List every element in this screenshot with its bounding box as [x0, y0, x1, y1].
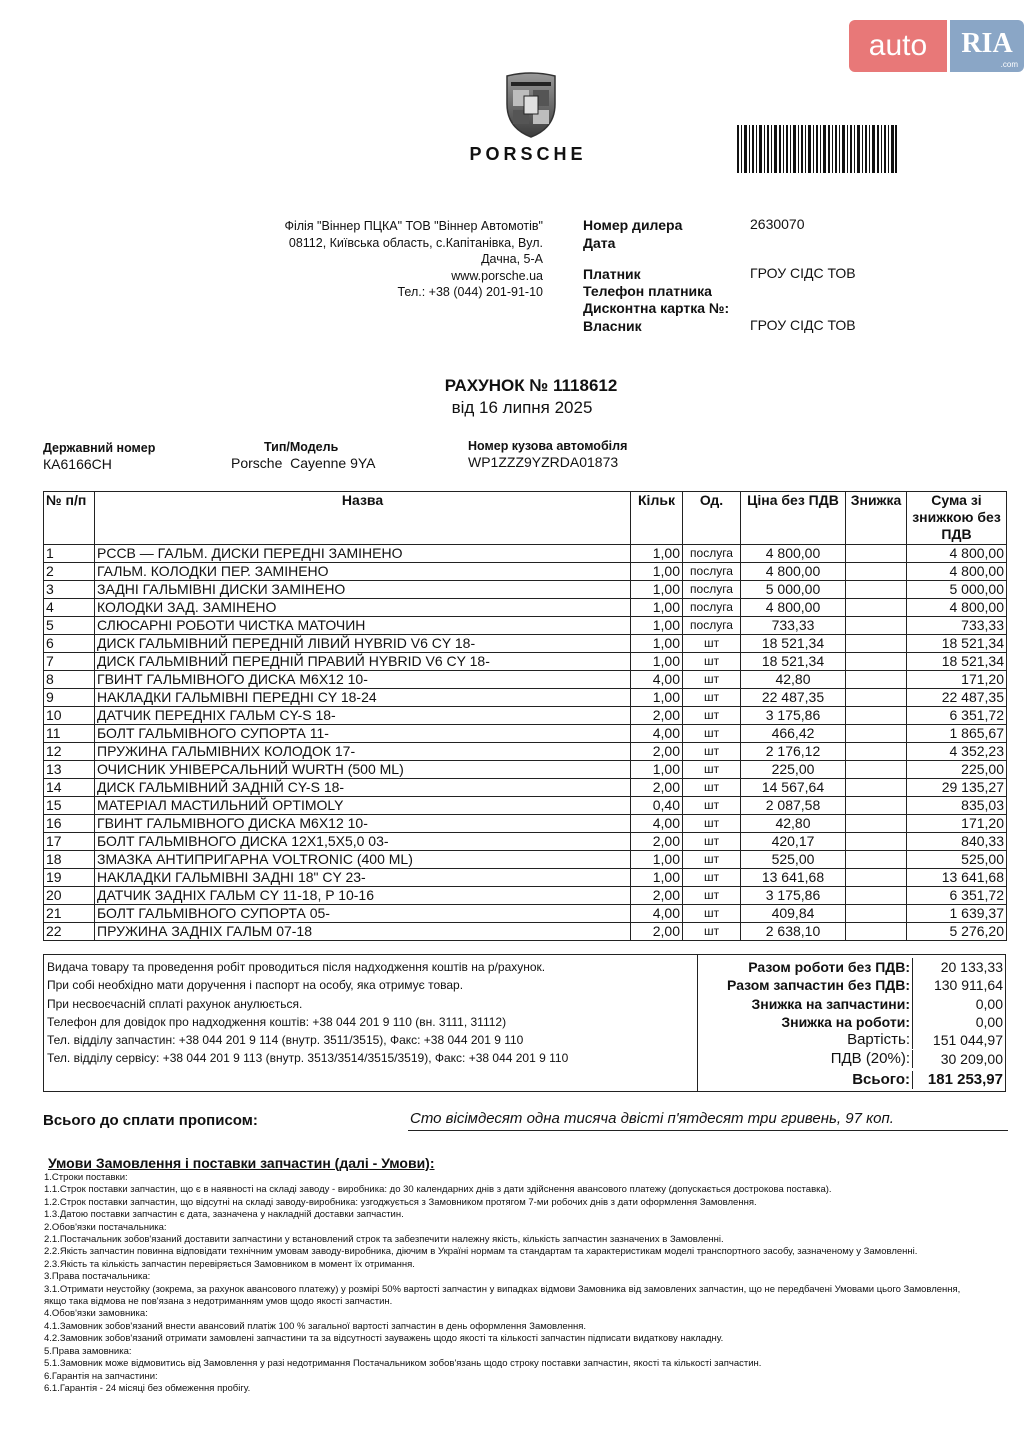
porsche-logo-text: PORSCHE — [469, 144, 587, 164]
row-name: НАКЛАДКИ ГАЛЬМІВНІ ПЕРЕДНІ CY 18-24 — [95, 689, 631, 707]
row-qty: 4,00 — [631, 725, 683, 743]
invoice-title: РАХУНОК № 1118612 — [444, 376, 618, 395]
row-qty: 1,00 — [631, 563, 683, 581]
row-name: ЗАДНІ ГАЛЬМІВНІ ДИСКИ ЗАМІНЕНО — [95, 581, 631, 599]
table-row — [44, 887, 1007, 905]
row-qty: 1,00 — [631, 599, 683, 617]
note-line: При несвоєчасній сплаті рахунок анулюється. — [47, 996, 303, 1011]
total-label: Знижка на запчастини: — [751, 995, 910, 1012]
row-discount — [846, 923, 907, 941]
terms-line: 1.1.Строк поставки запчастин, що є в наявності на складі заводу - виробника: до 30 календарних днів з дати здійснення авансового платежу (допускається дострокова поставка). — [44, 1184, 832, 1196]
row-discount — [846, 779, 907, 797]
row-unit: шт — [683, 653, 741, 671]
note-line: Тел. відділу запчастин: +38 044 201 9 114 (внутр. 3511/3515), Факс: +38 044 201 9 110 — [47, 1033, 524, 1048]
table-row — [44, 635, 1007, 653]
terms-text — [44, 1172, 984, 1395]
row-qty: 4,00 — [631, 815, 683, 833]
row-qty: 1,00 — [631, 653, 683, 671]
row-unit: послуга — [683, 581, 741, 599]
col-header-num: № п/п — [44, 492, 95, 545]
row-discount — [846, 887, 907, 905]
note-line: При собі необхідно мати доручення і паспорт на особу, яка отримує товар. — [47, 978, 464, 993]
row-discount — [846, 599, 907, 617]
row-price: 5 000,00 — [741, 581, 846, 599]
owner: ГРОУ СІДС ТОВ — [750, 317, 856, 333]
row-qty: 2,00 — [631, 833, 683, 851]
row-price: 3 175,86 — [741, 707, 846, 725]
row-discount — [846, 851, 907, 869]
owner-label: Власник — [583, 318, 642, 334]
payer-phone-label: Телефон платника — [583, 283, 712, 299]
row-discount — [846, 707, 907, 725]
row-name: ГВИНТ ГАЛЬМІВНОГО ДИСКА M6X12 10- — [95, 671, 631, 689]
row-unit: шт — [683, 923, 741, 941]
row-num: 16 — [44, 815, 95, 833]
total-label: Разом запчастин без ПДВ: — [727, 977, 910, 994]
row-price: 18 521,34 — [741, 635, 846, 653]
row-discount — [846, 869, 907, 887]
table-row — [44, 833, 1007, 851]
table-row — [44, 689, 1007, 707]
row-sum: 29 135,27 — [907, 779, 1007, 797]
porsche-crest-icon — [503, 70, 559, 138]
row-name: ДИСК ГАЛЬМІВНИЙ ЗАДНІЙ CY-S 18- — [95, 779, 631, 797]
terms-line: 5.1.Замовник може відмовитись від Замовлення у разі недотримання Постачальником зобов'язань щодо строку поставки запчастин, якості та кількості запчастин. — [44, 1358, 762, 1370]
col-header-sum: Сума зі знижкою без ПДВ — [907, 492, 1007, 545]
row-price: 3 175,86 — [741, 887, 846, 905]
terms-line: 4.Обов'язки замовника: — [44, 1308, 148, 1320]
row-sum: 225,00 — [907, 761, 1007, 779]
total-value: 181 253,97 — [912, 1071, 1005, 1089]
row-name: КОЛОДКИ ЗАД. ЗАМІНЕНО — [95, 599, 631, 617]
row-sum: 6 351,72 — [907, 707, 1007, 725]
row-name: PCCB — ГАЛЬМ. ДИСКИ ПЕРЕДНІ ЗАМІНЕНО — [95, 545, 631, 563]
table-row — [44, 725, 1007, 743]
row-discount — [846, 797, 907, 815]
row-name: БОЛТ ГАЛЬМІВНОГО СУПОРТА 05- — [95, 905, 631, 923]
table-row — [44, 761, 1007, 779]
dealer-line: 08112, Київська область, с.Капітанівка, Вул. — [288, 235, 543, 250]
row-unit: послуга — [683, 545, 741, 563]
col-header-name: Назва — [95, 492, 631, 545]
row-price: 42,80 — [741, 815, 846, 833]
row-sum: 171,20 — [907, 815, 1007, 833]
table-row — [44, 599, 1007, 617]
row-name: ОЧИСНИК УНІВЕРСАЛЬНИЙ WURTH (500 ML) — [95, 761, 631, 779]
total-row — [698, 995, 1005, 1013]
date-label: Дата — [583, 235, 616, 251]
table-header-row — [44, 492, 1007, 545]
terms-line: 3.1.Отримати неустойку (зокрема, за рахунок авансового платежу) у розмірі 50% вартості запчастин у випадках відмови Замовника від замовлених запчастин, що не передбачені Умовами цього Замовлення, якщо така відмова не пов'язана з недотриманням умов щодо якості запчастин. — [44, 1283, 961, 1308]
row-num: 18 — [44, 851, 95, 869]
row-price: 225,00 — [741, 761, 846, 779]
table-row — [44, 851, 1007, 869]
total-label: Вартість: — [847, 1031, 910, 1049]
total-row — [698, 1013, 1005, 1031]
row-qty: 1,00 — [631, 689, 683, 707]
row-sum: 18 521,34 — [907, 653, 1007, 671]
row-num: 3 — [44, 581, 95, 599]
row-sum: 835,03 — [907, 797, 1007, 815]
row-unit: шт — [683, 689, 741, 707]
terms-line: 2.3.Якість та кількість запчастин перевіряється Замовником в момент їх отримання. — [44, 1258, 415, 1270]
row-price: 4 800,00 — [741, 545, 846, 563]
row-price: 420,17 — [741, 833, 846, 851]
row-qty: 1,00 — [631, 617, 683, 635]
row-name: ДИСК ГАЛЬМІВНИЙ ПЕРЕДНІЙ ЛІВИЙ HYBRID V6 CY 18- — [95, 635, 631, 653]
plate-label: Державний номер — [43, 441, 156, 455]
row-qty: 2,00 — [631, 887, 683, 905]
row-discount — [846, 833, 907, 851]
row-num: 8 — [44, 671, 95, 689]
row-num: 19 — [44, 869, 95, 887]
row-unit: послуга — [683, 599, 741, 617]
col-header-price: Ціна без ПДВ — [741, 492, 846, 545]
row-price: 18 521,34 — [741, 653, 846, 671]
row-num: 21 — [44, 905, 95, 923]
row-discount — [846, 905, 907, 923]
row-sum: 525,00 — [907, 851, 1007, 869]
row-unit: шт — [683, 833, 741, 851]
row-sum: 4 800,00 — [907, 545, 1007, 563]
total-row — [698, 958, 1005, 976]
invoice-date: від 16 липня 2025 — [451, 398, 593, 417]
col-header-discount: Знижка — [846, 492, 907, 545]
row-sum: 13 641,68 — [907, 869, 1007, 887]
terms-line: 6.1.Гарантія - 24 місяці без обмеження пробігу. — [44, 1382, 251, 1394]
dealer-number: 2630070 — [750, 216, 805, 232]
dealer-number-label: Номер дилера — [583, 217, 683, 233]
vin-label: Номер кузова автомобіля — [468, 439, 628, 453]
total-label: Знижка на роботи: — [781, 1013, 910, 1030]
row-sum: 171,20 — [907, 671, 1007, 689]
watermark-ria-text: RIA — [961, 28, 1013, 59]
row-name: ПРУЖИНА ГАЛЬМІВНИХ КОЛОДОК 17- — [95, 743, 631, 761]
row-price: 409,84 — [741, 905, 846, 923]
row-qty: 1,00 — [631, 761, 683, 779]
row-price: 4 800,00 — [741, 599, 846, 617]
row-price: 14 567,64 — [741, 779, 846, 797]
row-unit: шт — [683, 707, 741, 725]
row-name: МАТЕРІАЛ МАСТИЛЬНИЙ OPTIMOLY — [95, 797, 631, 815]
dealer-line: Дачна, 5-А — [481, 252, 543, 266]
total-row — [698, 1071, 1005, 1089]
row-unit: шт — [683, 869, 741, 887]
watermark-suffix: .com — [1000, 60, 1018, 69]
note-line: Телефон для довідок про надходження коштів: +38 044 201 9 110 (вн. 3111, 31112) — [47, 1014, 507, 1029]
row-sum: 5 276,20 — [907, 923, 1007, 941]
row-sum: 1 865,67 — [907, 725, 1007, 743]
row-sum: 4 800,00 — [907, 599, 1007, 617]
row-qty: 2,00 — [631, 923, 683, 941]
footer-box — [43, 954, 1006, 1092]
terms-line: 2.Обов'язки постачальника: — [44, 1221, 167, 1233]
table-row — [44, 743, 1007, 761]
row-qty: 4,00 — [631, 671, 683, 689]
table-row — [44, 905, 1007, 923]
row-sum: 18 521,34 — [907, 635, 1007, 653]
row-discount — [846, 653, 907, 671]
row-num: 22 — [44, 923, 95, 941]
row-num: 9 — [44, 689, 95, 707]
row-name: ПРУЖИНА ЗАДНІХ ГАЛЬМ 07-18 — [95, 923, 631, 941]
row-discount — [846, 671, 907, 689]
row-sum: 1 639,37 — [907, 905, 1007, 923]
table-row — [44, 671, 1007, 689]
barcode-icon — [737, 125, 897, 173]
row-unit: шт — [683, 905, 741, 923]
row-num: 14 — [44, 779, 95, 797]
row-qty: 2,00 — [631, 707, 683, 725]
row-sum: 840,33 — [907, 833, 1007, 851]
row-name: ГАЛЬМ. КОЛОДКИ ПЕР. ЗАМІНЕНО — [95, 563, 631, 581]
terms-line: 5.Права замовника: — [44, 1345, 132, 1357]
row-name: ДАТЧИК ЗАДНІХ ГАЛЬМ CY 11-18, P 10-16 — [95, 887, 631, 905]
row-name: НАКЛАДКИ ГАЛЬМІВНІ ЗАДНІ 18" CY 23- — [95, 869, 631, 887]
row-qty: 4,00 — [631, 905, 683, 923]
row-name: ДАТЧИК ПЕРЕДНІХ ГАЛЬМ CY-S 18- — [95, 707, 631, 725]
row-unit: шт — [683, 761, 741, 779]
table-row — [44, 707, 1007, 725]
col-header-qty: Кільк — [631, 492, 683, 545]
row-num: 2 — [44, 563, 95, 581]
table-row — [44, 545, 1007, 563]
table-row — [44, 581, 1007, 599]
total-row — [698, 1031, 1005, 1049]
table-row — [44, 653, 1007, 671]
table-body — [44, 545, 1007, 941]
terms-line: 1.3.Датою поставки запчастин є дата, зазначена у накладній доставки запчастин. — [44, 1209, 404, 1221]
row-price: 733,33 — [741, 617, 846, 635]
row-sum: 5 000,00 — [907, 581, 1007, 599]
sum-in-words: Сто вісімдесят одна тисяча двісті п'ятдесят три гривень, 97 коп. — [408, 1110, 1008, 1131]
row-qty: 0,40 — [631, 797, 683, 815]
row-num: 10 — [44, 707, 95, 725]
row-qty: 1,00 — [631, 869, 683, 887]
row-unit: шт — [683, 635, 741, 653]
watermark-auto: auto — [849, 20, 947, 72]
row-num: 12 — [44, 743, 95, 761]
terms-line: 4.1.Замовник зобов'язаний внести авансовий платіж 100 % загальної вартості запчастин в день оформлення Замовлення. — [44, 1320, 586, 1332]
total-value: 0,00 — [912, 995, 1005, 1013]
row-num: 6 — [44, 635, 95, 653]
table-row — [44, 869, 1007, 887]
terms-line: 2.2.Якість запчастин повинна відповідати технічним умовам заводу-виробника, діючим в Україні нормам та стандартам та характеристикам моделі транспортного засобу, зазначеному у Замовленні. — [44, 1246, 918, 1258]
row-qty: 2,00 — [631, 743, 683, 761]
row-price: 13 641,68 — [741, 869, 846, 887]
row-sum: 22 487,35 — [907, 689, 1007, 707]
row-discount — [846, 581, 907, 599]
notes — [44, 955, 698, 1091]
total-row — [698, 976, 1005, 994]
row-name: ДИСК ГАЛЬМІВНИЙ ПЕРЕДНІЙ ПРАВИЙ HYBRID V6 CY 18- — [95, 653, 631, 671]
row-unit: шт — [683, 743, 741, 761]
note-line: Видача товару та проведення робіт проводиться після надходження коштів на р/рахунок. — [47, 960, 546, 974]
row-discount — [846, 617, 907, 635]
row-sum: 4 800,00 — [907, 563, 1007, 581]
row-name: ЗМАЗКА АНТИПРИГАРНА VOLTRONIC (400 ML) — [95, 851, 631, 869]
row-price: 42,80 — [741, 671, 846, 689]
table-row — [44, 797, 1007, 815]
table-row — [44, 563, 1007, 581]
total-value: 0,00 — [912, 1013, 1005, 1031]
total-value: 130 911,64 — [912, 976, 1005, 994]
table-row — [44, 923, 1007, 941]
row-discount — [846, 635, 907, 653]
model-label: Тип/Модель — [264, 440, 339, 454]
table-row — [44, 617, 1007, 635]
payer: ГРОУ СІДС ТОВ — [750, 265, 856, 281]
row-num: 5 — [44, 617, 95, 635]
row-unit: послуга — [683, 617, 741, 635]
row-qty: 1,00 — [631, 581, 683, 599]
row-sum: 4 352,23 — [907, 743, 1007, 761]
row-price: 22 487,35 — [741, 689, 846, 707]
dealer-address — [270, 218, 543, 301]
row-unit: шт — [683, 815, 741, 833]
row-qty: 1,00 — [631, 635, 683, 653]
payer-label: Платник — [583, 266, 641, 282]
row-name: ГВИНТ ГАЛЬМІВНОГО ДИСКА M6X12 10- — [95, 815, 631, 833]
table-row — [44, 815, 1007, 833]
sum-in-words-label: Всього до сплати прописом: — [43, 1112, 258, 1129]
terms-line: 1.2.Строк поставки запчастин, що відсутні на складі заводу-виробника: узгоджується з Замовником протягом 7-ми робочих днів з дати оформлення Замовлення. — [44, 1196, 757, 1208]
row-sum: 733,33 — [907, 617, 1007, 635]
row-unit: шт — [683, 725, 741, 743]
row-discount — [846, 689, 907, 707]
row-num: 20 — [44, 887, 95, 905]
row-num: 4 — [44, 599, 95, 617]
col-header-unit: Од. — [683, 492, 741, 545]
terms-line: 3.Права постачальника: — [44, 1271, 151, 1283]
row-price: 4 800,00 — [741, 563, 846, 581]
row-discount — [846, 545, 907, 563]
row-unit: послуга — [683, 563, 741, 581]
row-discount — [846, 563, 907, 581]
row-qty: 1,00 — [631, 851, 683, 869]
row-unit: шт — [683, 797, 741, 815]
row-num: 13 — [44, 761, 95, 779]
watermark-ria — [950, 20, 1024, 72]
total-label: Разом роботи без ПДВ: — [748, 959, 910, 975]
terms-line: 1.Строки поставки: — [44, 1172, 128, 1183]
row-unit: шт — [683, 851, 741, 869]
total-label: ПДВ (20%): — [830, 1049, 910, 1067]
vin: WP1ZZZ9YZRDA01873 — [468, 454, 619, 470]
row-discount — [846, 815, 907, 833]
row-price: 2 087,58 — [741, 797, 846, 815]
row-price: 2 176,12 — [741, 743, 846, 761]
row-unit: шт — [683, 887, 741, 905]
row-discount — [846, 743, 907, 761]
row-price: 466,42 — [741, 725, 846, 743]
dealer-line: www.porsche.ua — [451, 268, 543, 283]
row-name: БОЛТ ГАЛЬМІВНОГО СУПОРТА 11- — [95, 725, 631, 743]
row-name: СЛЮСАРНІ РОБОТИ ЧИСТКА МАТОЧИН — [95, 617, 631, 635]
row-name: БОЛТ ГАЛЬМІВНОГО ДИСКА 12X1,5X5,0 03- — [95, 833, 631, 851]
model: Porsche Cayenne 9YA — [231, 455, 376, 471]
row-num: 7 — [44, 653, 95, 671]
row-qty: 1,00 — [631, 545, 683, 563]
total-value: 30 209,00 — [912, 1050, 1005, 1068]
row-unit: шт — [683, 779, 741, 797]
row-qty: 2,00 — [631, 779, 683, 797]
row-unit: шт — [683, 671, 741, 689]
note-line: Тел. відділу сервісу: +38 044 201 9 113 (внутр. 3513/3514/3515/3519), Факс: +38 044 201 9 110 — [47, 1051, 569, 1066]
row-num: 15 — [44, 797, 95, 815]
discount-card-label: Дисконтна картка №: — [583, 300, 730, 316]
terms-line: 4.2.Замовник зобов'язаний отримати замовлені запчастини та за відсутності зауважень щодо якості та кількості запчастин підписати видаткову накладну. — [44, 1333, 724, 1345]
row-num: 17 — [44, 833, 95, 851]
dealer-line: Тел.: +38 (044) 201-91-10 — [397, 285, 543, 299]
plate-number: КА6166СН — [43, 456, 112, 472]
total-value: 20 133,33 — [912, 958, 1005, 976]
row-discount — [846, 761, 907, 779]
total-label: Всього: — [852, 1070, 910, 1088]
table-row — [44, 779, 1007, 797]
row-discount — [846, 725, 907, 743]
total-row — [698, 1050, 1005, 1068]
terms-title: Умови Замовлення і поставки запчастин (далі - Умови): — [48, 1155, 435, 1171]
terms-line: 2.1.Постачальник зобов'язаний доставити запчастини у встановлений строк та забезпечити належну якість, кількість запчастин зазначених в Замовленні. — [44, 1234, 724, 1246]
total-value: 151 044,97 — [912, 1031, 1005, 1049]
row-num: 11 — [44, 725, 95, 743]
items-table — [43, 491, 1007, 941]
row-price: 525,00 — [741, 851, 846, 869]
terms-line: 6.Гарантія на запчастини: — [44, 1370, 158, 1382]
row-price: 2 638,10 — [741, 923, 846, 941]
dealer-line: Філія "Віннер ПЦКА" ТОВ "Віннер Автомотів" — [284, 219, 543, 233]
row-sum: 6 351,72 — [907, 887, 1007, 905]
row-num: 1 — [44, 545, 95, 563]
